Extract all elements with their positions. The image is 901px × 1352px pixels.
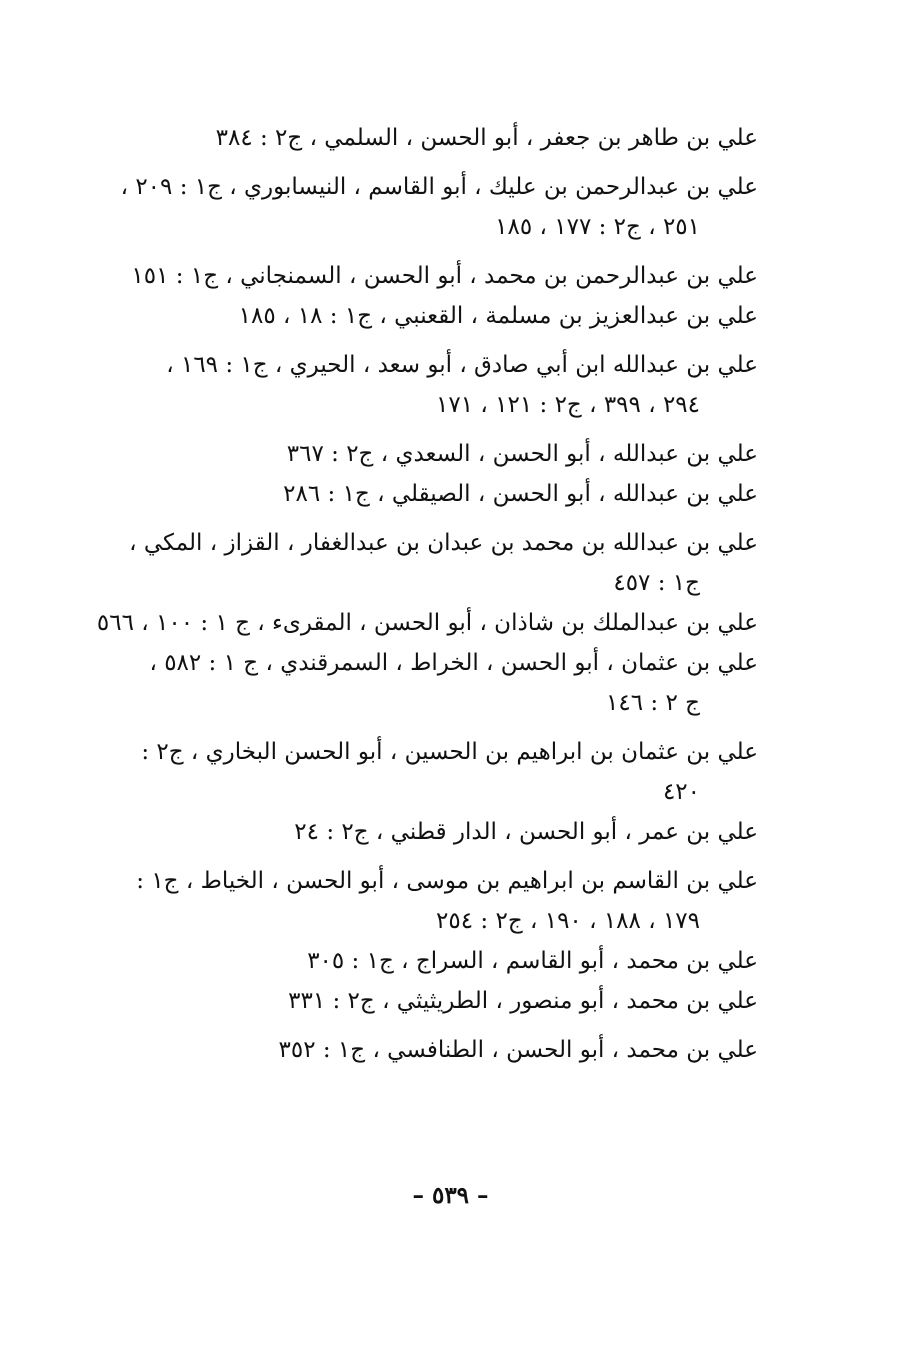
index-entries (96, 118, 758, 1070)
index-entry-continuation: ج ٢ : ١٤٦ (606, 690, 700, 716)
page-number: – ٥٣٩ – (412, 1182, 489, 1209)
index-entry-line: علي بن عبدالرحمن بن محمد ، أبو الحسن ، السمنجاني ، ج١ : ١٥١ (131, 263, 758, 289)
index-entry-line: علي بن عبدالله ابن أبي صادق ، أبو سعد ، الحيري ، ج١ : ١٦٩ ، (166, 352, 758, 378)
index-entry-line: علي بن عبدالله بن محمد بن عبدان بن عبدالغفار ، القزاز ، المكي ، (129, 530, 758, 556)
index-entry-line: علي بن محمد ، أبو منصور ، الطريثيثي ، ج٢ : ٣٣١ (288, 988, 758, 1014)
index-entry-line: علي بن عبدالله ، أبو الحسن ، السعدي ، ج٢ : ٣٦٧ (286, 441, 758, 467)
index-entry-continuation: ١٧٩ ، ١٨٨ ، ١٩٠ ، ج٢ : ٢٥٤ (436, 908, 700, 934)
index-entry-line: علي بن عبدالرحمن بن عليك ، أبو القاسم ، النيسابوري ، ج١ : ٢٠٩ ، (120, 174, 758, 200)
index-entry-continuation: ج١ : ٤٥٧ (613, 570, 700, 596)
index-entry-line: علي بن القاسم بن ابراهيم بن موسى ، أبو الحسن ، الخياط ، ج١ : (136, 868, 758, 894)
index-entry-line: علي بن محمد ، أبو القاسم ، السراج ، ج١ : ٣٠٥ (307, 948, 758, 974)
index-entry-continuation: ٤٢٠ (662, 779, 700, 805)
index-entry-line: علي بن عبدالله ، أبو الحسن ، الصيقلي ، ج١ : ٢٨٦ (283, 481, 758, 507)
index-entry-line: علي بن عثمان بن ابراهيم بن الحسين ، أبو الحسن البخاري ، ج٢ : (141, 739, 758, 765)
index-entry-line: علي بن محمد ، أبو الحسن ، الطنافسي ، ج١ : ٣٥٢ (278, 1037, 758, 1063)
index-entry-line: علي بن عبدالعزيز بن مسلمة ، القعنبي ، ج١ : ١٨ ، ١٨٥ (238, 303, 758, 329)
index-entry-continuation: ٢٥١ ، ج٢ : ١٧٧ ، ١٨٥ (495, 214, 700, 240)
index-entry-line: علي بن عثمان ، أبو الحسن ، الخراط ، السمرقندي ، ج ١ : ٥٨٢ ، (149, 650, 758, 676)
index-entry-line: علي بن عبدالملك بن شاذان ، أبو الحسن ، المقرىء ، ج ١ : ١٠٠ ، ٥٦٦ (96, 610, 758, 636)
index-entry-line: علي بن عمر ، أبو الحسن ، الدار قطني ، ج٢ : ٢٤ (294, 819, 758, 845)
index-entry-line: علي بن طاهر بن جعفر ، أبو الحسن ، السلمي ، ج٢ : ٣٨٤ (215, 125, 758, 151)
index-entry-continuation: ٢٩٤ ، ٣٩٩ ، ج٢ : ١٢١ ، ١٧١ (436, 392, 700, 418)
